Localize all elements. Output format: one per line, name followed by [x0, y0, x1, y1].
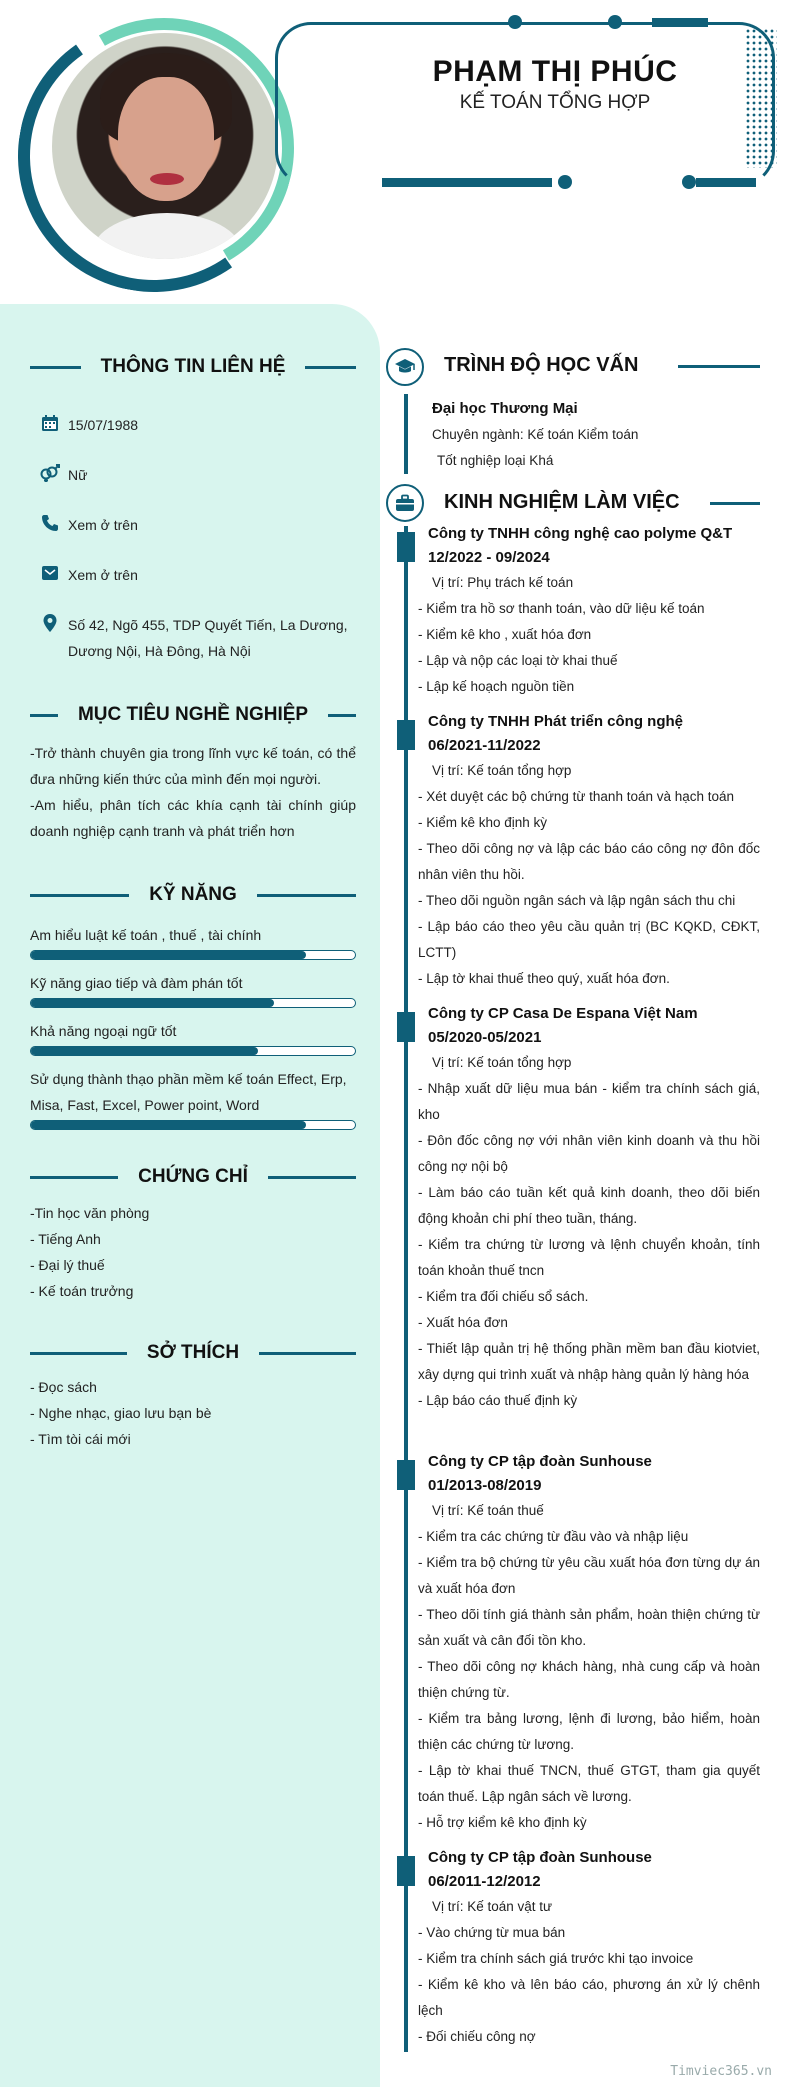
- timeline-marker: [397, 1460, 415, 1490]
- job-duty: - Kiểm tra đối chiếu sổ sách.: [418, 1289, 589, 1304]
- candidate-name: PHẠM THỊ PHÚC: [432, 55, 678, 88]
- job-entry: [418, 1002, 760, 1414]
- candidate-title: KẾ TOÁN TỔNG HỢP: [459, 92, 651, 113]
- job-company: Công ty TNHH Phát triển công nghệ: [428, 713, 683, 730]
- graduation-cap-icon: [386, 348, 424, 386]
- certificates-heading: CHỨNG CHỈ: [30, 1166, 356, 1188]
- education-school: Đại học Thương Mại: [432, 400, 578, 417]
- calendar-icon: [32, 412, 68, 434]
- skill-label: Kỹ năng giao tiếp và đàm phán tốt: [30, 975, 243, 991]
- job-company: Công ty TNHH công nghệ cao polyme Q&T: [428, 525, 733, 542]
- gender-icon: [32, 462, 68, 484]
- job-duty: - Kiểm tra bảng lương, lệnh đi lương, bảo hiểm, hoàn thiện các chứng từ lương.: [418, 1711, 760, 1752]
- briefcase-icon: [386, 484, 424, 522]
- certificate-item: - Kế toán trưởng: [30, 1283, 134, 1299]
- contact-heading: THÔNG TIN LIÊN HỆ: [30, 356, 356, 378]
- hobby-item: - Đọc sách: [30, 1379, 97, 1395]
- timeline-marker: [397, 1856, 415, 1886]
- skill-label: Khả năng ngoại ngữ tốt: [30, 1023, 177, 1039]
- job-company: Công ty CP tập đoàn Sunhouse: [428, 1849, 652, 1866]
- hobbies-list: [30, 1374, 356, 1452]
- skill-bar-fill: [31, 1121, 306, 1129]
- job-duty: - Theo dõi nguồn ngân sách và lập ngân sách thu chi: [418, 893, 736, 908]
- job-duty: - Lập và nộp các loại tờ khai thuế: [418, 653, 618, 668]
- job-duty: - Vào chứng từ mua bán: [418, 1925, 566, 1940]
- job-period: 06/2011-12/2012: [428, 1873, 541, 1890]
- skills-list: [30, 922, 356, 1130]
- education-grade: Tốt nghiệp loại Khá: [437, 453, 554, 468]
- experience-heading: KINH NGHIỆM LÀM VIỆC: [444, 491, 680, 513]
- certificates-list: [30, 1200, 356, 1304]
- job-duty: - Xuất hóa đơn: [418, 1315, 508, 1330]
- job-position: Vị trí: Kế toán tổng hợp: [432, 763, 572, 778]
- job-entry: [418, 710, 760, 992]
- job-duty: - Kiểm tra chính sách giá trước khi tạo invoice: [418, 1951, 694, 1966]
- job-entry: [418, 522, 760, 700]
- header-dot-pattern: [745, 28, 777, 168]
- objective-line: -Am hiểu, phân tích các khía cạnh tài chính giúp doanh nghiệp cạnh tranh và phát triển hơn: [30, 797, 356, 839]
- job-period: 06/2021-11/2022: [428, 737, 541, 754]
- certificate-item: - Tiếng Anh: [30, 1231, 101, 1247]
- header-deco-dot: [558, 175, 572, 189]
- header-deco-dot: [682, 175, 696, 189]
- job-duty: - Làm báo cáo tuần kết quả kinh doanh, theo dõi biến động khoản chi phí theo tuần, tháng.: [418, 1185, 760, 1226]
- objective-line: -Trở thành chuyên gia trong lĩnh vực kế toán, có thể đưa những kiến thức của mình đến mọi người.: [30, 745, 356, 787]
- header-deco-bar: [652, 18, 708, 27]
- job-duty: - Lập báo cáo theo yêu cầu quản trị (BC KQKD, CĐKT, LCTT): [418, 919, 760, 960]
- header-deco-bar: [696, 178, 756, 187]
- job-position: Vị trí: Phụ trách kế toán: [432, 575, 574, 590]
- job-duty: - Thiết lập quản trị hệ thống phần mềm ban đầu kiotviet, xây dựng qui trình xuất và nhập hàng quản lý hàng hóa: [418, 1341, 760, 1382]
- certificate-item: -Tin học văn phòng: [30, 1205, 150, 1221]
- job-position: Vị trí: Kế toán tổng hợp: [432, 1055, 572, 1070]
- hobby-item: - Tìm tòi cái mới: [30, 1431, 131, 1447]
- job-company: Công ty CP tập đoàn Sunhouse: [428, 1453, 652, 1470]
- skills-heading: KỸ NĂNG: [30, 884, 356, 906]
- job-duty: - Kiểm tra các chứng từ đầu vào và nhập liệu: [418, 1529, 689, 1544]
- job-duty: - Kiểm kê kho , xuất hóa đơn: [418, 627, 592, 642]
- job-duty: - Theo dõi công nợ và lập các báo cáo công nợ đôn đốc nhân viên thu hồi.: [418, 841, 760, 882]
- job-duty: - Theo dõi công nợ khách hàng, nhà cung cấp và hoàn thiện chứng từ.: [418, 1659, 760, 1700]
- job-duty: - Kiểm tra bộ chứng từ yêu cầu xuất hóa đơn từng dự án và xuất hóa đơn: [418, 1555, 760, 1596]
- job-duty: - Lập báo cáo thuế định kỳ: [418, 1393, 578, 1408]
- skill-bar-fill: [31, 999, 274, 1007]
- skill-bar: [30, 1120, 356, 1130]
- header-deco-dot: [508, 15, 522, 29]
- education-heading-line: [678, 365, 760, 368]
- contact-address: Số 42, Ngõ 455, TDP Quyết Tiến, La Dương, Dương Nội, Hà Đông, Hà Nội: [32, 612, 358, 664]
- job-period: 12/2022 - 09/2024: [428, 549, 550, 566]
- location-icon: [32, 612, 68, 634]
- skill-item: [30, 970, 356, 1008]
- job-duty: - Theo dõi tính giá thành sản phẩm, hoàn thiện chứng từ sản xuất và cân đối tồn kho.: [418, 1607, 760, 1648]
- timeline-marker: [397, 720, 415, 750]
- certificate-item: - Đại lý thuế: [30, 1257, 105, 1273]
- education-timeline: [404, 394, 408, 474]
- skill-item: [30, 1066, 356, 1130]
- contact-phone: Xem ở trên: [32, 512, 368, 538]
- contact-email: Xem ở trên: [32, 562, 368, 588]
- job-duty: - Xét duyệt các bộ chứng từ thanh toán và hạch toán: [418, 789, 735, 804]
- job-company: Công ty CP Casa De Espana Việt Nam: [428, 1005, 698, 1022]
- experience-timeline: [404, 526, 408, 2052]
- job-duty: - Kiểm tra hồ sơ thanh toán, vào dữ liệu kế toán: [418, 601, 705, 616]
- skill-label: Am hiểu luật kế toán , thuế , tài chính: [30, 927, 262, 943]
- contact-dob: 15/07/1988: [32, 412, 368, 438]
- job-position: Vị trí: Kế toán vật tư: [432, 1899, 553, 1914]
- education-block: [432, 396, 762, 474]
- objective-text: [30, 740, 356, 844]
- job-entry: [418, 1450, 760, 1836]
- experience-heading-line: [710, 502, 760, 505]
- skill-item: [30, 922, 356, 960]
- skill-item: [30, 1018, 356, 1056]
- profile-photo: [52, 33, 278, 259]
- skill-bar: [30, 1046, 356, 1056]
- timeline-marker: [397, 532, 415, 562]
- education-major: Chuyên ngành: Kế toán Kiểm toán: [432, 427, 639, 442]
- job-period: 05/2020-05/2021: [428, 1029, 542, 1046]
- skill-label: Sử dụng thành thạo phần mềm kế toán Effect, Erp, Misa, Fast, Excel, Power point, Word: [30, 1071, 347, 1113]
- hobby-item: - Nghe nhạc, giao lưu bạn bè: [30, 1405, 212, 1421]
- email-icon: [32, 562, 68, 584]
- header-deco-bar: [382, 178, 552, 187]
- job-duty: - Kiểm kê kho định kỳ: [418, 815, 548, 830]
- job-entry: [418, 1846, 760, 2050]
- job-duty: - Lập tờ khai thuế TNCN, thuế GTGT, tham gia quyết toán thuế. Lập ngân sách về lương.: [418, 1763, 760, 1804]
- hobbies-heading: SỞ THÍCH: [30, 1342, 356, 1364]
- job-period: 01/2013-08/2019: [428, 1477, 542, 1494]
- contact-gender: Nữ: [32, 462, 368, 488]
- skill-bar: [30, 998, 356, 1008]
- job-duty: - Lập tờ khai thuế theo quý, xuất hóa đơn.: [418, 971, 670, 986]
- phone-icon: [32, 512, 68, 534]
- job-duty: - Kiểm tra chứng từ lương và lệnh chuyển khoản, tính toán khoản thuế tncn: [418, 1237, 760, 1278]
- job-position: Vị trí: Kế toán thuế: [432, 1503, 544, 1518]
- watermark: Timviec365.vn: [670, 2064, 772, 2079]
- timeline-marker: [397, 1012, 415, 1042]
- header-deco-dot: [608, 15, 622, 29]
- skill-bar: [30, 950, 356, 960]
- job-duty: - Lập kế hoạch nguồn tiền: [418, 679, 575, 694]
- objective-heading: MỤC TIÊU NGHỀ NGHIỆP: [30, 704, 356, 726]
- education-heading: TRÌNH ĐỘ HỌC VẤN: [444, 354, 639, 376]
- job-duty: - Kiểm kê kho và lên báo cáo, phương án xử lý chênh lệch: [418, 1977, 760, 2018]
- skill-bar-fill: [31, 1047, 258, 1055]
- job-duty: - Hỗ trợ kiểm kê kho định kỳ: [418, 1815, 587, 1830]
- job-duty: - Đối chiếu công nợ: [418, 2029, 536, 2044]
- skill-bar-fill: [31, 951, 306, 959]
- job-duty: - Đôn đốc công nợ với nhân viên kinh doanh và thu hồi công nợ nội bộ: [418, 1133, 760, 1174]
- job-duty: - Nhập xuất dữ liệu mua bán - kiểm tra chính sách giá, kho: [418, 1081, 760, 1122]
